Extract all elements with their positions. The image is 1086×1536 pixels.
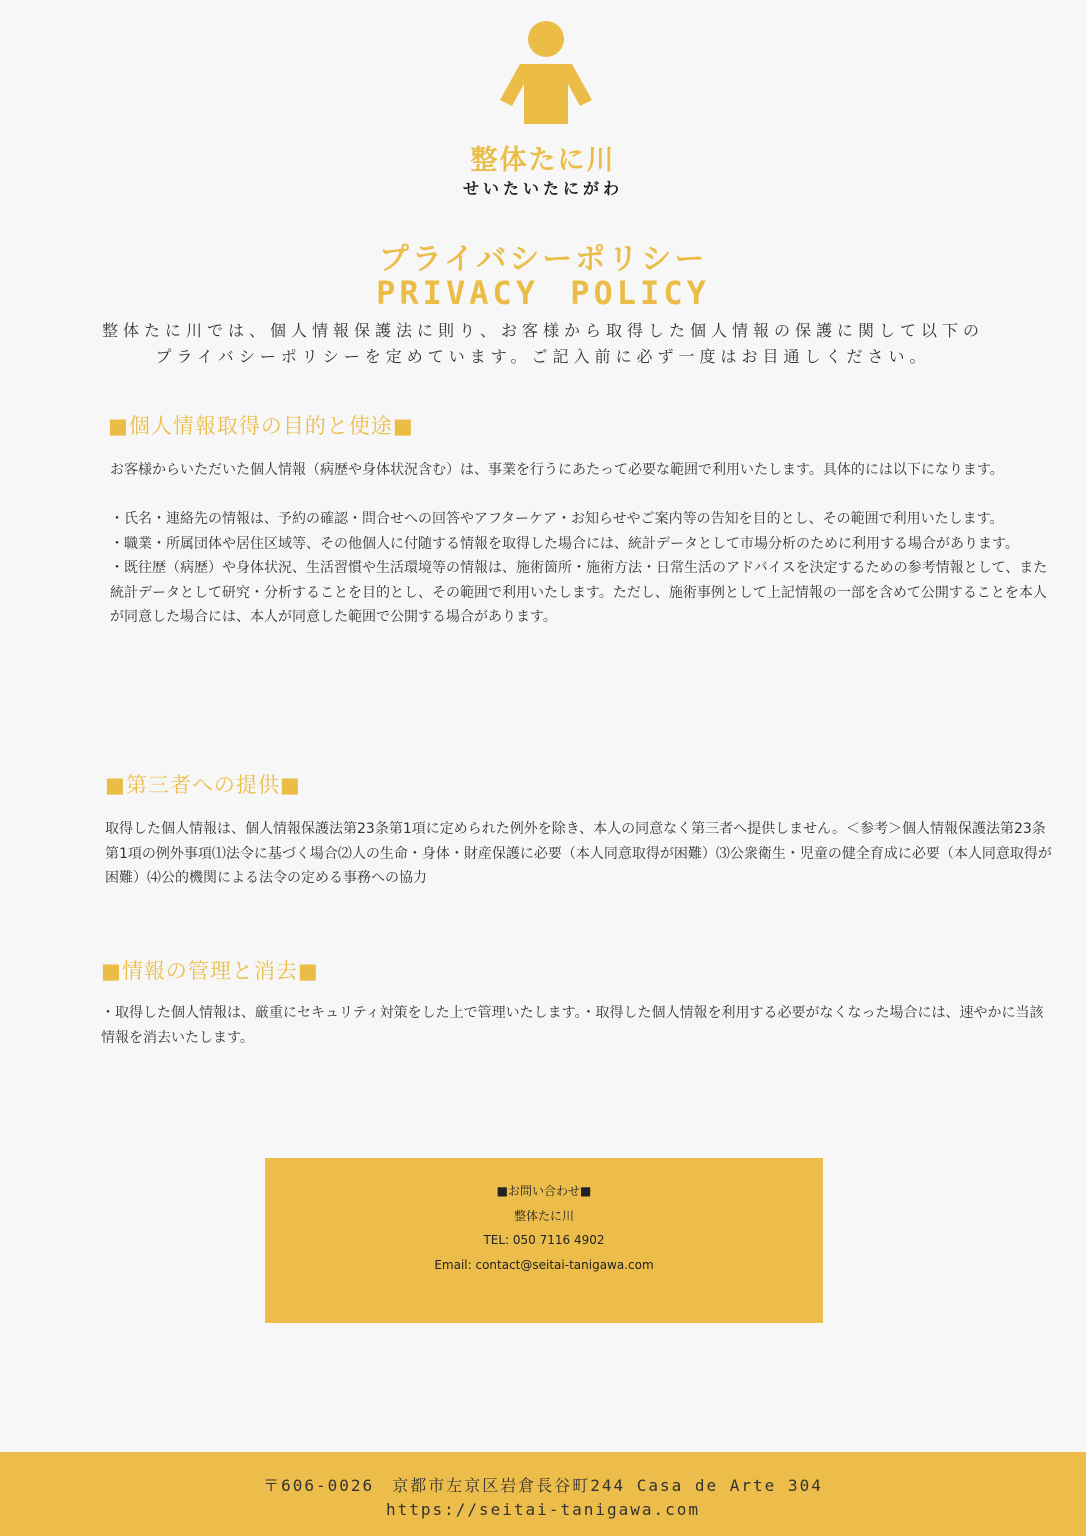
footer	[0, 1452, 1086, 1536]
section-body-third-party	[105, 817, 1055, 891]
contact-heading: ■お問い合わせ■	[496, 1184, 592, 1198]
person-icon	[498, 20, 594, 124]
intro-text	[60, 318, 1026, 370]
page-title-jp: プライバシーポリシー	[378, 242, 708, 277]
contact-name: 整体たに川	[513, 1208, 574, 1223]
contact-box	[265, 1158, 823, 1323]
contact-email[interactable]: Email: contact@seitai-tanigawa.com	[434, 1257, 654, 1272]
purpose-item-3: ・既往歴（病歴）や身体状況、生活習慣や生活環境等の情報は、施術箇所・施術方法・日常生活のアドバイスを決定するための参考情報として、また統計データとして研究・分析することを目的とし、その範囲で利用いたします。ただし、施術事例として上記情報の一部を含めて公開することを本人が同意した場合には、本人が同意した範囲で公開する場合があります。	[110, 560, 1048, 625]
section-body-management	[101, 1001, 1046, 1050]
purpose-lead: お客様からいただいた個人情報（病歴や身体状況含む）は、事業を行うにあたって必要な範囲で利用いたします。具体的には以下になります。	[110, 462, 1004, 478]
footer-address: 〒606-0026 京都市左京区岩倉長谷町244 Casa de Arte 304	[263, 1476, 823, 1495]
management-text: ・取得した個人情報は、厳重にセキュリティ対策をした上で管理いたします。・取得した個人情報を利用する必要がなくなった場合には、速やかに当該情報を消去いたします。	[101, 1005, 1044, 1046]
brand-name: 整体たに川	[470, 145, 616, 176]
contact-tel[interactable]: TEL: 050 7116 4902	[483, 1233, 605, 1247]
section-heading-third-party: ■第三者への提供■	[105, 773, 301, 797]
purpose-item-2: ・職業・所属団体や居住区域等、その他個人に付随する情報を取得した場合には、統計データとして市場分析のために利用する場合があります。	[110, 535, 1019, 552]
page-title-en: PRIVACY POLICY	[376, 274, 710, 312]
section-heading-management: ■情報の管理と消去■	[101, 959, 319, 983]
section-body-purpose	[110, 458, 1050, 630]
intro-line-2: プライバシーポリシーを定めています。ご記入前に必ず一度はお目通しください。	[155, 347, 931, 366]
third-party-text: 取得した個人情報は、個人情報保護法第23条第1項に定められた例外を除き、本人の同意なく第三者へ提供しません。＜参考＞個人情報保護法第23条第1項の例外事項⑴法令に基づく場合⑵人の生命・身体・財産保護に必要（本人同意取得が困難）⑶公衆衛生・児童の健全育成に必要（本人同意取得が困難）⑷公的機関による法令の定める事務への協力	[105, 821, 1052, 886]
footer-url[interactable]: https://seitai-tanigawa.com	[385, 1500, 701, 1519]
brand-reading: せいたいたにがわ	[462, 179, 623, 198]
section-heading-purpose: ■個人情報取得の目的と使途■	[108, 414, 414, 438]
intro-line-1: 整体たに川では、個人情報保護法に則り、お客様から取得した個人情報の保護に関して以下の	[101, 321, 984, 340]
purpose-item-1: ・氏名・連絡先の情報は、予約の確認・問合せへの回答やアフターケア・お知らせやご案内等の告知を目的とし、その範囲で利用いたします。	[110, 511, 1004, 527]
